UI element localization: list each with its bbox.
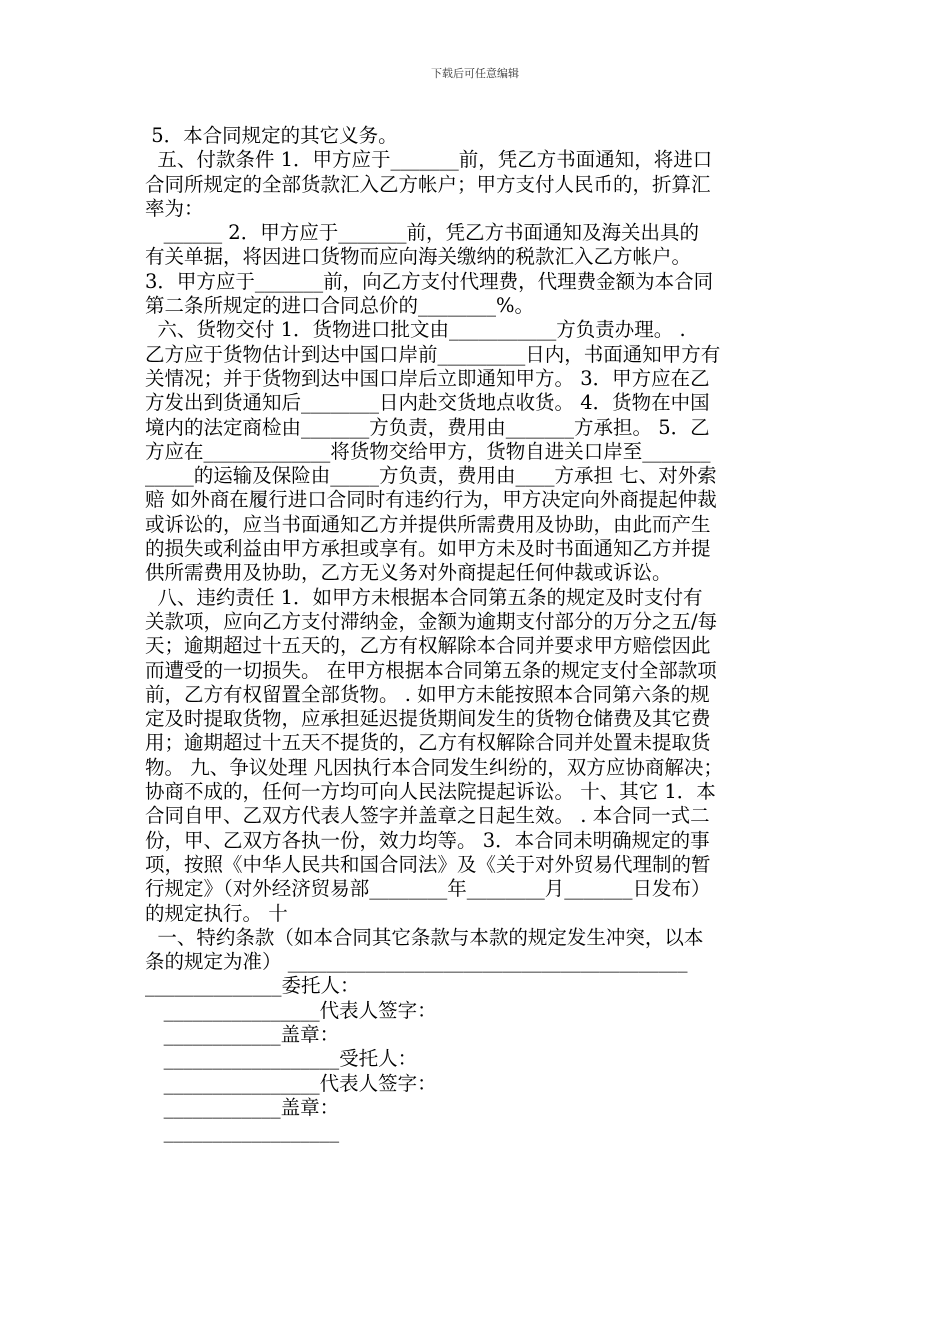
- contract-text-line: 关情况；并于货物到达中国口岸后立即通知甲方。 3．甲方应在乙: [145, 366, 710, 390]
- contract-text-line: 3．甲方应于_______前，向乙方支付代理费，代理费金额为本合同: [145, 269, 714, 293]
- contract-text-line: 的损失或利益由甲方承担或享有。如甲方未及时书面通知乙方并提: [145, 537, 711, 561]
- contract-text-line: 定及时提取货物，应承担延迟提货期间发生的货物仓储费及其它费: [145, 707, 711, 731]
- contract-text-line: ________________代表人签字：: [145, 1071, 437, 1095]
- contract-text-line: 合同所规定的全部货款汇入乙方帐户；甲方支付人民币的，折算汇: [145, 172, 711, 196]
- contract-body: [145, 124, 815, 1144]
- contract-text-line: __________________受托人：: [145, 1047, 418, 1071]
- contract-text-line: 而遭受的一切损失。 在甲方根据本合同第五条的规定支付全部款项: [145, 658, 717, 682]
- contract-text-line: 项，按照《中华人民共和国合同法》及《关于对外贸易代理制的暂: [145, 852, 711, 876]
- contract-text-line: ____________盖章：: [145, 1095, 340, 1119]
- contract-text-line: 物。 九、争议处理 凡因执行本合同发生纠纷的，双方应协商解决；: [145, 755, 723, 779]
- contract-text-line: 八、违约责任 1．如甲方未根据本合同第五条的规定及时支付有: [145, 585, 703, 609]
- contract-text-line: 协商不成的，任何一方均可向人民法院提起诉讼。 十、其它 1．本: [145, 780, 716, 804]
- contract-text-line: 第二条所规定的进口合同总价的________%。: [145, 294, 535, 318]
- contract-text-line: 方应在_____________将货物交给甲方，货物自进关口岸至_______: [145, 439, 711, 463]
- contract-text-line: _____的运输及保险由_____方负责，费用由____方承担 七、对外索: [145, 464, 717, 488]
- contract-text-line: 关款项，应向乙方支付滞纳金，金额为逾期支付部分的万分之五/每: [145, 609, 718, 633]
- contract-text-line: 行规定》（对外经济贸易部________年________月_______日发布）: [145, 877, 711, 901]
- contract-text-line: 天；逾期超过十五天的，乙方有权解除本合同并要求甲方赔偿因此: [145, 634, 711, 658]
- contract-text-line: ____________盖章：: [145, 1022, 340, 1046]
- contract-text-line: 赔 如外商在履行进口合同时有违约行为，甲方决定向外商提起仲裁: [145, 488, 717, 512]
- contract-text-line: 乙方应于货物估计到达中国口岸前_________日内，书面通知甲方有: [145, 342, 721, 366]
- contract-text-line: ________________代表人签字：: [145, 998, 437, 1022]
- contract-text-line: __________________: [145, 1120, 340, 1144]
- contract-text-line: 一、特约条款（如本合同其它条款与本款的规定发生冲突，以本: [145, 925, 704, 949]
- contract-text-line: 份，甲、乙双方各执一份，效力均等。 3．本合同未明确规定的事: [145, 828, 710, 852]
- contract-text-line: 六、货物交付 1．货物进口批文由___________方负责办理。 .: [145, 318, 686, 342]
- contract-text-line: 合同自甲、乙双方代表人签字并盖章之日起生效。 . 本合同一式二: [145, 804, 710, 828]
- contract-text-line: 境内的法定商检由_______方负责，费用由_______方承担。 5．乙: [145, 415, 710, 439]
- contract-text-line: 供所需费用及协助，乙方无义务对外商提起任何仲裁或诉讼。: [145, 561, 672, 585]
- page-header-note: 下载后可任意编辑: [431, 67, 519, 80]
- contract-text-line: 或诉讼的，应当书面通知乙方并提供所需费用及协助，由此而产生: [145, 512, 711, 536]
- contract-text-line: 条的规定为准） _________________________________________: [145, 950, 688, 974]
- contract-text-line: 率为：: [145, 196, 204, 220]
- contract-text-line: ______ 2．甲方应于_______前，凭乙方书面通知及海关出具的: [145, 221, 699, 245]
- contract-text-line: ______________委托人：: [145, 974, 360, 998]
- contract-text-line: 前，乙方有权留置全部货物。 . 如甲方未能按照本合同第六条的规: [145, 682, 710, 706]
- contract-text-line: 5．本合同规定的其它义务。: [145, 124, 398, 147]
- contract-text-line: 方发出到货通知后________日内赴交货地点收货。 4．货物在中国: [145, 391, 710, 415]
- contract-text-line: 的规定执行。 十: [145, 901, 288, 925]
- contract-text-line: 五、付款条件 1．甲方应于_______前，凭乙方书面通知，将进口: [145, 148, 713, 172]
- contract-text-line: 有关单据，将因进口货物而应向海关缴纳的税款汇入乙方帐户。: [145, 245, 692, 269]
- contract-text-line: 用；逾期超过十五天不提货的，乙方有权解除合同并处置未提取货: [145, 731, 711, 755]
